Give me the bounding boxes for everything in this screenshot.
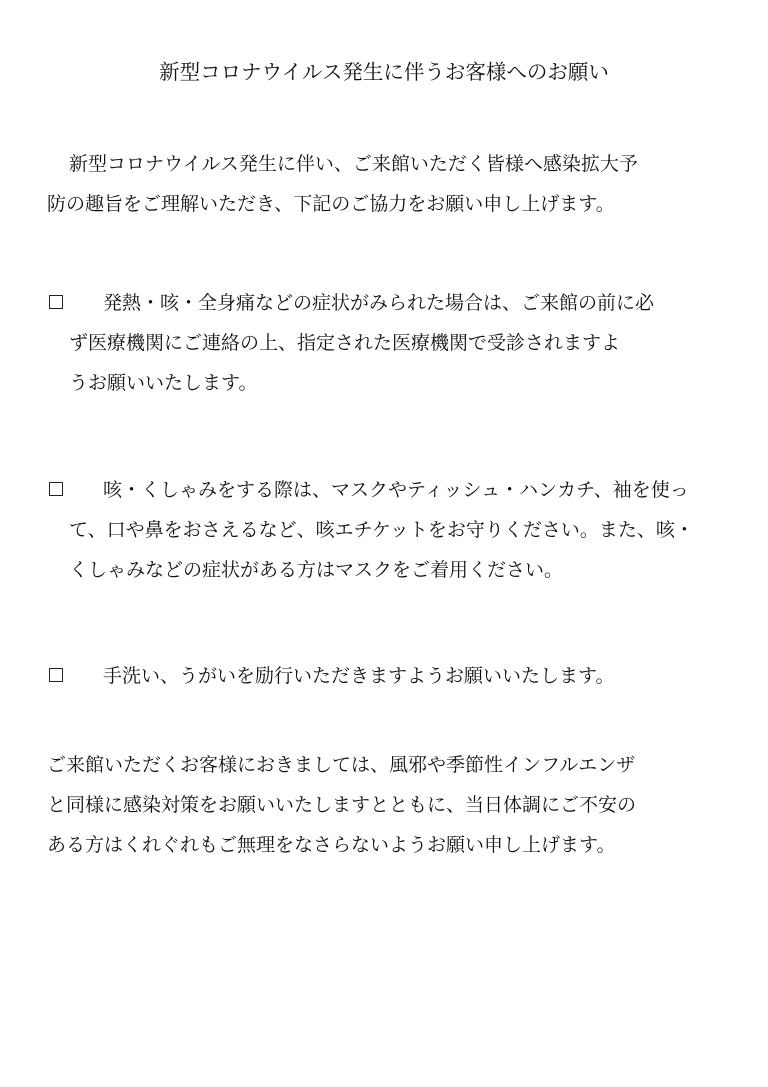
item-text: 手洗い、うがいを励行いただきますようお願いいたします。	[103, 665, 615, 687]
item-line: うお願いいたします。	[69, 372, 258, 394]
checkbox[interactable]	[49, 295, 63, 309]
intro-line: 新型コロナウイルス発生に伴い、ご来館いただく皆様へ感染拡大予	[69, 153, 638, 175]
closing-line: ある方はくれぐれもご無理をなさらないようお願い申し上げます。	[47, 834, 616, 856]
document-title: 新型コロナウイルス発生に伴うお客様へのお願い	[159, 60, 609, 84]
checkbox[interactable]	[49, 668, 63, 682]
item-text: 発熱・咳・全身痛などの症状がみられた場合は、ご来館の前に必	[103, 292, 655, 314]
item-line	[47, 470, 737, 510]
closing-paragraph	[47, 745, 727, 865]
intro-paragraph	[47, 144, 727, 224]
item-line: くしゃみなどの症状がある方はマスクをご着用ください。	[69, 559, 564, 581]
checkbox[interactable]	[49, 482, 63, 496]
request-item-cough-etiquette	[47, 470, 737, 590]
closing-line: ご来館いただくお客様におきましては、風邪や季節性インフルエンザ	[47, 754, 636, 776]
closing-line: と同様に感染対策をお願いいたしますとともに、当日体調にご不安の	[47, 794, 637, 816]
request-item-handwashing	[47, 656, 737, 696]
request-item-symptoms	[47, 283, 737, 403]
item-line	[47, 656, 737, 696]
item-line: ず医療機関にご連絡の上、指定された医療機関で受診されますよ	[69, 332, 621, 354]
item-text: 咳・くしゃみをする際は、マスクやティッシュ・ハンカチ、袖を使っ	[103, 479, 689, 501]
item-line: て、口や鼻をおさえるなど、咳エチケットをお守りください。また、咳・	[69, 519, 694, 541]
intro-line: 防の趣旨をご理解いただき、下記のご協力をお願い申し上げます。	[47, 193, 615, 215]
item-line	[47, 283, 737, 323]
